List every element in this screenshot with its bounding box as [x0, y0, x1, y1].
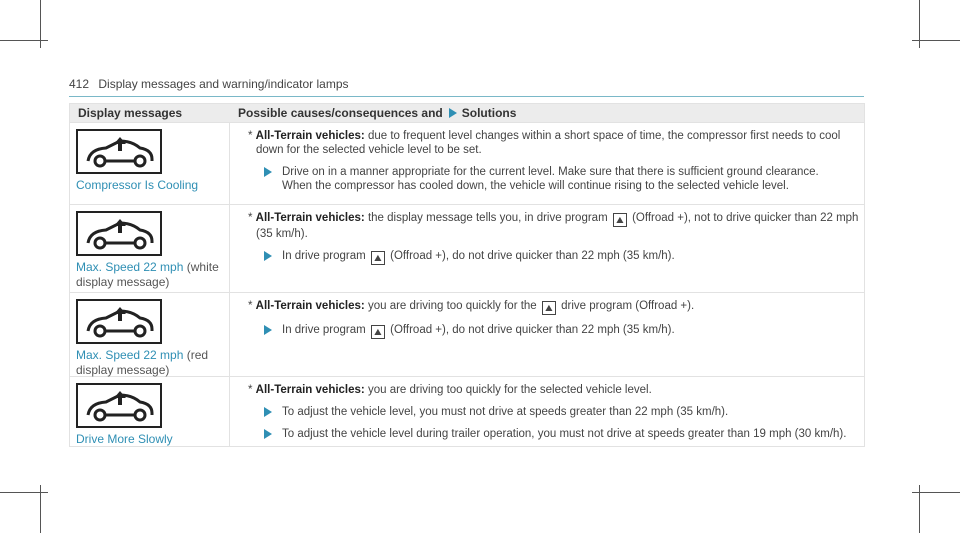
crop-mark	[912, 40, 960, 41]
step-text: To adjust the vehicle level during trailer operation, you must not drive at speeds greater than 19 mph (30 km/h).	[282, 428, 847, 440]
cause-text-b: drive program (Offroad +).	[561, 300, 695, 312]
offroad-program-icon: ⛰	[542, 301, 556, 315]
car-lift-icon	[76, 383, 162, 428]
page-title: Display messages and warning/indicator lamps	[98, 77, 349, 91]
message-text: Compressor Is Cooling	[76, 178, 199, 192]
step-text-b: (Offroad +), do not drive quicker than 22 mph (35 km/h).	[390, 324, 675, 336]
display-message-cell	[70, 123, 230, 204]
car-lift-icon	[76, 299, 162, 344]
table-row	[70, 376, 864, 446]
vehicle-label: All-Terrain vehicles:	[255, 212, 365, 224]
step-arrow-icon	[264, 407, 272, 417]
table-row	[70, 292, 864, 376]
vehicle-label: All-Terrain vehicles:	[255, 300, 365, 312]
step-arrow-icon	[264, 325, 272, 335]
table-header	[70, 104, 864, 122]
solution-step	[248, 405, 864, 419]
cause-cell: * All-Terrain vehicles: due to frequent level changes within a short space of time, the compressor first needs to cool down for the selected vehicle level to be set. Drive on in a manner appropriate for the current level. Make sure that there is sufficient ground clearance. When the compressor has cooled down, the vehicle will continue rising to the selected vehicle level.	[230, 123, 864, 204]
cause-text: you are driving too quickly for the selected vehicle level.	[367, 384, 652, 396]
solution-step	[248, 323, 864, 339]
crop-mark	[912, 492, 960, 493]
step-text: In drive program	[282, 324, 366, 336]
cause-cell: * All-Terrain vehicles: you are driving too quickly for the ⛰ drive program (Offroad +). In drive program ⛰ (Offroad +), do not drive quicker than 22 mph (35 km/h).	[230, 293, 864, 376]
step-arrow-icon	[264, 167, 272, 177]
page-header	[69, 77, 349, 91]
step-text-b: (Offroad +), do not drive quicker than 22 mph (35 km/h).	[390, 250, 675, 262]
col-causes-label: Possible causes/consequences and	[238, 106, 443, 120]
solution-step	[248, 427, 864, 441]
display-message-cell	[70, 205, 230, 292]
cause-cell: * All-Terrain vehicles: you are driving too quickly for the selected vehicle level. To adjust the vehicle level, you must not drive at speeds greater than 22 mph (35 km/h). To adjust the vehicle level during trailer operation, you must not drive at speeds greater than 19 mph (30 km/h).	[230, 377, 864, 446]
crop-mark	[0, 492, 48, 493]
message-note: (white	[186, 260, 219, 274]
message-text: Drive More Slowly	[76, 432, 173, 446]
cause-text-cont: (35 km/h).	[256, 228, 308, 240]
col-causes	[230, 106, 864, 120]
col-display-messages: Display messages	[78, 106, 183, 120]
step-text: To adjust the vehicle level, you must not drive at speeds greater than 22 mph (35 km/h).	[282, 406, 729, 418]
solution-arrow-icon	[449, 108, 457, 118]
offroad-program-icon: ⛰	[371, 251, 385, 265]
display-message-cell	[70, 293, 230, 376]
offroad-program-icon: ⛰	[371, 325, 385, 339]
table-row	[70, 204, 864, 292]
vehicle-label: All-Terrain vehicles:	[255, 384, 365, 396]
col-solutions-label: Solutions	[461, 106, 517, 120]
car-lift-icon	[76, 129, 162, 174]
cause-text: due to frequent level changes within a short space of time, the compressor first needs to cool	[367, 130, 841, 142]
cause-text-cont: down for the selected vehicle level to be set.	[256, 144, 482, 156]
display-message-cell	[70, 377, 230, 446]
step-text: In drive program	[282, 250, 366, 262]
step-arrow-icon	[264, 251, 272, 261]
message-note-cont: display message)	[76, 275, 170, 289]
message-text: Max. Speed 22 mph	[76, 348, 184, 362]
car-lift-icon	[76, 211, 162, 256]
cause-text: the display message tells you, in drive program	[367, 212, 608, 224]
step-arrow-icon	[264, 429, 272, 439]
step-text-cont: When the compressor has cooled down, the vehicle will continue rising to the selected vehicle level.	[282, 180, 789, 192]
header-rule	[69, 96, 864, 97]
message-text: Max. Speed 22 mph	[76, 260, 184, 274]
cause-text: you are driving too quickly for the	[367, 300, 537, 312]
step-text: Drive on in a manner appropriate for the current level. Make sure that there is sufficient ground clearance.	[282, 166, 819, 178]
message-note-cont: display message)	[76, 363, 170, 377]
solution-step	[248, 165, 864, 193]
message-note: (red	[186, 348, 209, 362]
vehicle-label: All-Terrain vehicles:	[255, 130, 365, 142]
cause-text-b: (Offroad +), not to drive quicker than 22 mph	[632, 212, 859, 224]
messages-table	[69, 103, 865, 447]
cause-cell: * All-Terrain vehicles: the display message tells you, in drive program ⛰ (Offroad +), not to drive quicker than 22 mph (35 km/h). In drive program ⛰ (Offroad +), do not drive quicker than 22 mph (35 km/h).	[230, 205, 864, 292]
solution-step	[248, 249, 864, 265]
offroad-program-icon: ⛰	[613, 213, 627, 227]
crop-mark	[0, 40, 48, 41]
page-number: 412	[69, 77, 90, 91]
table-row	[70, 122, 864, 204]
